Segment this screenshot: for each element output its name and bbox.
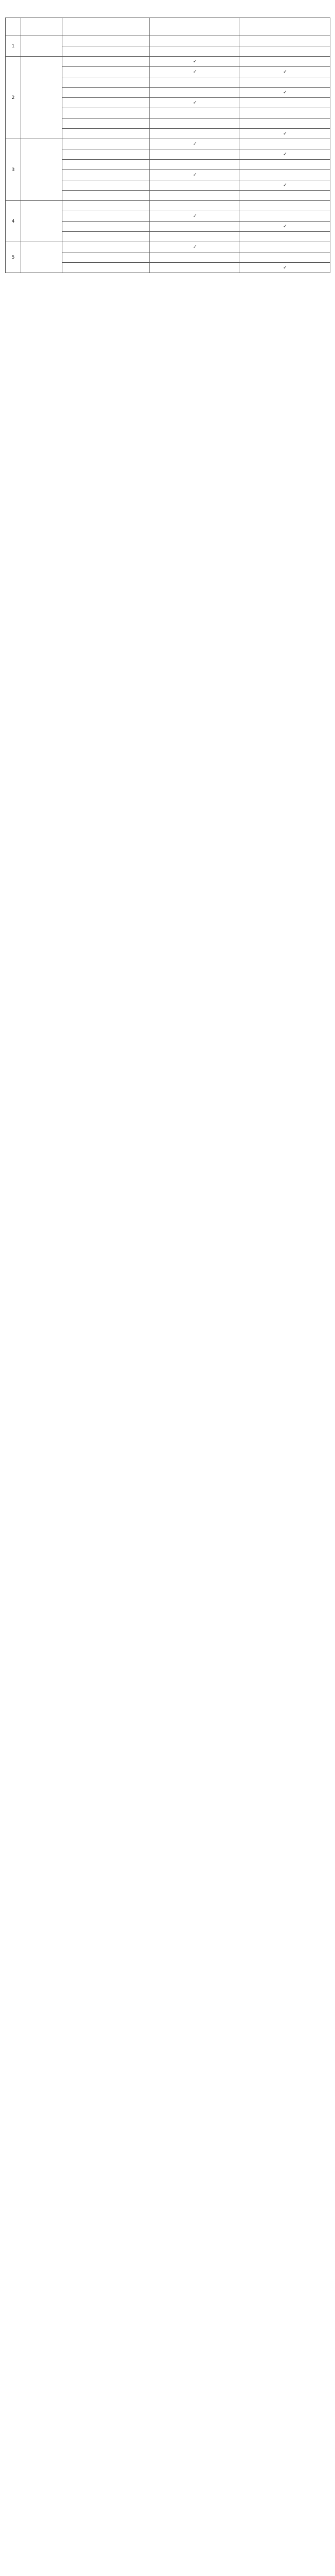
row-name xyxy=(62,57,150,67)
group-number: 4 xyxy=(6,201,21,242)
row-name xyxy=(62,139,150,149)
row-col-b xyxy=(240,118,330,129)
table-row xyxy=(6,36,330,46)
row-col-b xyxy=(240,170,330,180)
group-region xyxy=(21,201,62,242)
group-number: 1 xyxy=(6,36,21,57)
header-no xyxy=(6,18,21,36)
row-name xyxy=(62,88,150,98)
row-col-a xyxy=(150,201,240,211)
row-col-b xyxy=(240,139,330,149)
row-name xyxy=(62,242,150,252)
group-region xyxy=(21,36,62,57)
row-col-a: ✓ xyxy=(150,67,240,77)
row-name xyxy=(62,46,150,57)
row-col-b: ✓ xyxy=(240,88,330,98)
row-col-a xyxy=(150,129,240,139)
group-number: 3 xyxy=(6,139,21,201)
row-name xyxy=(62,252,150,263)
row-name xyxy=(62,98,150,108)
table-header xyxy=(6,18,330,36)
row-col-b xyxy=(240,46,330,57)
row-col-b xyxy=(240,98,330,108)
row-name xyxy=(62,232,150,242)
group-number: 5 xyxy=(6,242,21,273)
row-col-b xyxy=(240,77,330,88)
row-col-a xyxy=(150,263,240,273)
document-title xyxy=(0,0,335,18)
row-name xyxy=(62,118,150,129)
row-col-b xyxy=(240,232,330,242)
row-col-a: ✓ xyxy=(150,211,240,222)
row-col-a: ✓ xyxy=(150,170,240,180)
row-name xyxy=(62,160,150,170)
row-col-b: ✓ xyxy=(240,129,330,139)
row-col-b xyxy=(240,242,330,252)
row-name xyxy=(62,129,150,139)
group-region xyxy=(21,242,62,273)
row-col-a xyxy=(150,180,240,191)
row-name xyxy=(62,263,150,273)
row-name xyxy=(62,149,150,160)
table-row xyxy=(6,242,330,252)
row-col-b xyxy=(240,211,330,222)
header-name xyxy=(62,18,150,36)
row-col-a xyxy=(150,191,240,201)
row-col-b xyxy=(240,57,330,67)
row-col-b xyxy=(240,36,330,46)
row-col-a xyxy=(150,108,240,118)
row-name xyxy=(62,170,150,180)
table-row xyxy=(6,139,330,149)
row-col-a xyxy=(150,88,240,98)
row-col-b: ✓ xyxy=(240,180,330,191)
header-col-b xyxy=(240,18,330,36)
row-col-b xyxy=(240,191,330,201)
table-row xyxy=(6,57,330,67)
row-name xyxy=(62,191,150,201)
row-col-a xyxy=(150,252,240,263)
row-name xyxy=(62,180,150,191)
row-col-a xyxy=(150,222,240,232)
row-col-b: ✓ xyxy=(240,67,330,77)
row-col-a: ✓ xyxy=(150,242,240,252)
row-col-b: ✓ xyxy=(240,149,330,160)
row-col-a xyxy=(150,118,240,129)
group-number: 2 xyxy=(6,57,21,139)
row-name xyxy=(62,222,150,232)
row-col-a: ✓ xyxy=(150,139,240,149)
row-col-a xyxy=(150,149,240,160)
row-col-a xyxy=(150,77,240,88)
row-col-b xyxy=(240,252,330,263)
table-row xyxy=(6,201,330,211)
row-col-a xyxy=(150,36,240,46)
group-region xyxy=(21,139,62,201)
row-col-a: ✓ xyxy=(150,98,240,108)
row-col-a xyxy=(150,160,240,170)
table-body xyxy=(6,36,330,273)
row-name xyxy=(62,36,150,46)
row-name xyxy=(62,77,150,88)
row-col-b: ✓ xyxy=(240,222,330,232)
row-name xyxy=(62,211,150,222)
header-region xyxy=(21,18,62,36)
header-col-a xyxy=(150,18,240,36)
row-col-b: ✓ xyxy=(240,263,330,273)
row-col-b xyxy=(240,108,330,118)
row-name xyxy=(62,108,150,118)
row-col-b xyxy=(240,201,330,211)
row-col-a: ✓ xyxy=(150,57,240,67)
data-table xyxy=(5,18,330,273)
group-region xyxy=(21,57,62,139)
row-name xyxy=(62,67,150,77)
row-name xyxy=(62,201,150,211)
row-col-a xyxy=(150,232,240,242)
row-col-a xyxy=(150,46,240,57)
row-col-b xyxy=(240,160,330,170)
